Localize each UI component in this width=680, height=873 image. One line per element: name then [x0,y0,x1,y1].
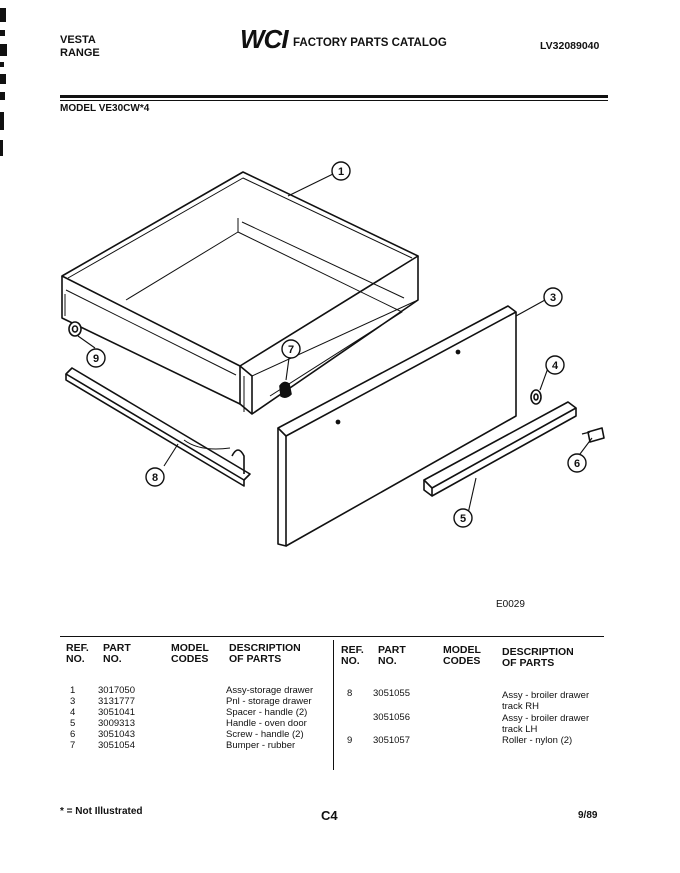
callout-7: 7 [287,344,295,356]
page-number: C4 [321,808,338,823]
brand-line-1: VESTA [60,34,96,46]
catalog-date: 9/89 [578,810,598,821]
table-row: 1 3017050 Assy-storage drawer [70,685,314,696]
wci-logo: WCI [240,24,288,54]
callout-6: 6 [573,458,581,470]
model-label: MODEL VE30CW*4 [60,103,150,114]
oven-door-handle [424,402,576,496]
table-top-rule [60,636,604,637]
callout-1: 1 [337,166,345,178]
table-row: 6 3051043 Screw - handle (2) [70,729,304,740]
handle-screw [582,428,604,442]
parts-list-left [60,685,332,751]
table-row: 4 3051041 Spacer - handle (2) [70,707,308,718]
handle-spacer [531,390,541,404]
diagram-code: E0029 [496,599,525,610]
catalog-number: LV32089040 [540,40,600,52]
nylon-roller [69,322,81,336]
catalog-title: FACTORY PARTS CATALOG [293,37,447,49]
table-row: 8 3051055 Assy - broiler drawer track RH [347,688,590,712]
not-illustrated-note: * = Not Illustrated [60,806,143,817]
brand-line-2: RANGE [60,47,100,59]
storage-drawer [62,172,418,414]
callout-5: 5 [459,513,467,525]
callout-9: 9 [92,353,100,365]
callout-3: 3 [549,292,557,304]
table-row: 3051056 Assy - broiler drawer track LH [373,712,590,735]
table-row: 5 3009313 Handle - oven door [70,718,307,729]
table-row: 7 3051054 Bumper - rubber [70,740,296,751]
callout-8: 8 [151,472,159,484]
callout-4: 4 [551,360,559,372]
storage-drawer-panel [278,306,516,546]
parts-list-right [334,688,606,746]
table-row: 3 3131777 Pnl - storage drawer [70,696,312,707]
table-row: 9 3051057 Roller - nylon (2) [347,735,573,746]
rubber-bumper [280,382,291,397]
